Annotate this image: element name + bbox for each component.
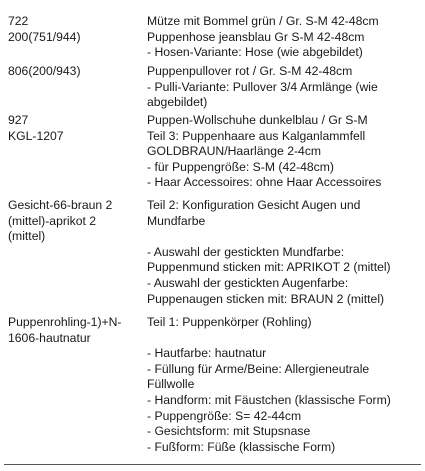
description-line: Puppen-Wollschuhe dunkelblau / Gr S-M <box>147 113 368 127</box>
description-line: Mütze mit Bommel grün / Gr. S-M 42-48cm <box>147 14 379 28</box>
article-number: 806(200/943) <box>8 64 81 78</box>
description-line: - Hosen-Variante: Hose (wie abgebildet) <box>147 45 363 60</box>
description-line: Puppenhose jeansblau Gr S-M 42-48cm <box>147 29 365 44</box>
description-line: Füllwolle <box>147 377 195 392</box>
description-line <box>147 331 419 347</box>
description-line: - Auswahl der gestickten Augenfarbe: <box>147 275 349 290</box>
description-line: abgebildet) <box>147 95 208 110</box>
article-number: Gesicht-66-braun 2 <box>8 198 113 212</box>
description-line: Puppenmund sticken mit: APRIKOT 2 (mittel) <box>147 260 391 275</box>
article-number: 927 <box>8 113 29 127</box>
article-number: Puppenrohling-1)+N- <box>8 315 122 329</box>
description-line: - Puppengröße: S= 42-44cm <box>147 408 302 423</box>
description-cell <box>147 113 419 191</box>
article-number: 1606-hautnatur <box>8 330 91 345</box>
description-cell <box>147 64 419 111</box>
description-line: - Pulli-Variante: Pullover 3/4 Armlänge (wie <box>147 79 378 94</box>
description-line: - für Puppengröße: S-M (42-48cm) <box>147 159 334 174</box>
article-number: 722 <box>8 14 29 28</box>
article-number-cell <box>8 315 143 346</box>
article-number: (mittel)-aprikot 2 <box>8 213 97 228</box>
description-line: - Handform: mit Fäustchen (klassische Form) <box>147 392 391 407</box>
article-number: (mittel) <box>8 229 46 244</box>
description-line: - Haar Accessoires: ohne Haar Accessoires <box>147 175 382 190</box>
article-number: KGL-1207 <box>8 128 64 143</box>
description-cell <box>147 198 419 307</box>
description-line: - Hautfarbe: hautnatur <box>147 346 267 361</box>
description-line: - Füllung für Arme/Beine: Allergieneutrale <box>147 361 370 376</box>
article-number: 200(751/944) <box>8 29 81 44</box>
description-line: GOLDBRAUN/Haarlänge 2-4cm <box>147 144 322 159</box>
article-number-cell <box>8 64 143 80</box>
article-number-cell <box>8 198 143 245</box>
description-cell <box>147 315 419 455</box>
description-line: - Auswahl der gestickten Mundfarbe: <box>147 244 345 259</box>
description-cell <box>147 14 419 61</box>
description-line: Puppenaugen sticken mit: BRAUN 2 (mittel) <box>147 291 385 306</box>
description-line: - Fußform: Füße (klassische Form) <box>147 439 336 454</box>
description-line: - Gesichtsform: mit Stupsnase <box>147 424 311 439</box>
description-line: Teil 2: Konfiguration Gesicht Augen und <box>147 198 361 212</box>
description-line <box>147 229 419 245</box>
article-number-cell <box>8 14 143 45</box>
description-line: Mundfarbe <box>147 213 206 228</box>
description-line: Teil 3: Puppenhaare aus Kalganlammfell <box>147 128 366 143</box>
article-number-cell <box>8 113 143 144</box>
description-line: Teil 1: Puppenkörper (Rohling) <box>147 315 312 329</box>
description-line: Puppenpullover rot / Gr. S-M 42-48cm <box>147 64 353 78</box>
table-bottom-border <box>4 464 421 465</box>
